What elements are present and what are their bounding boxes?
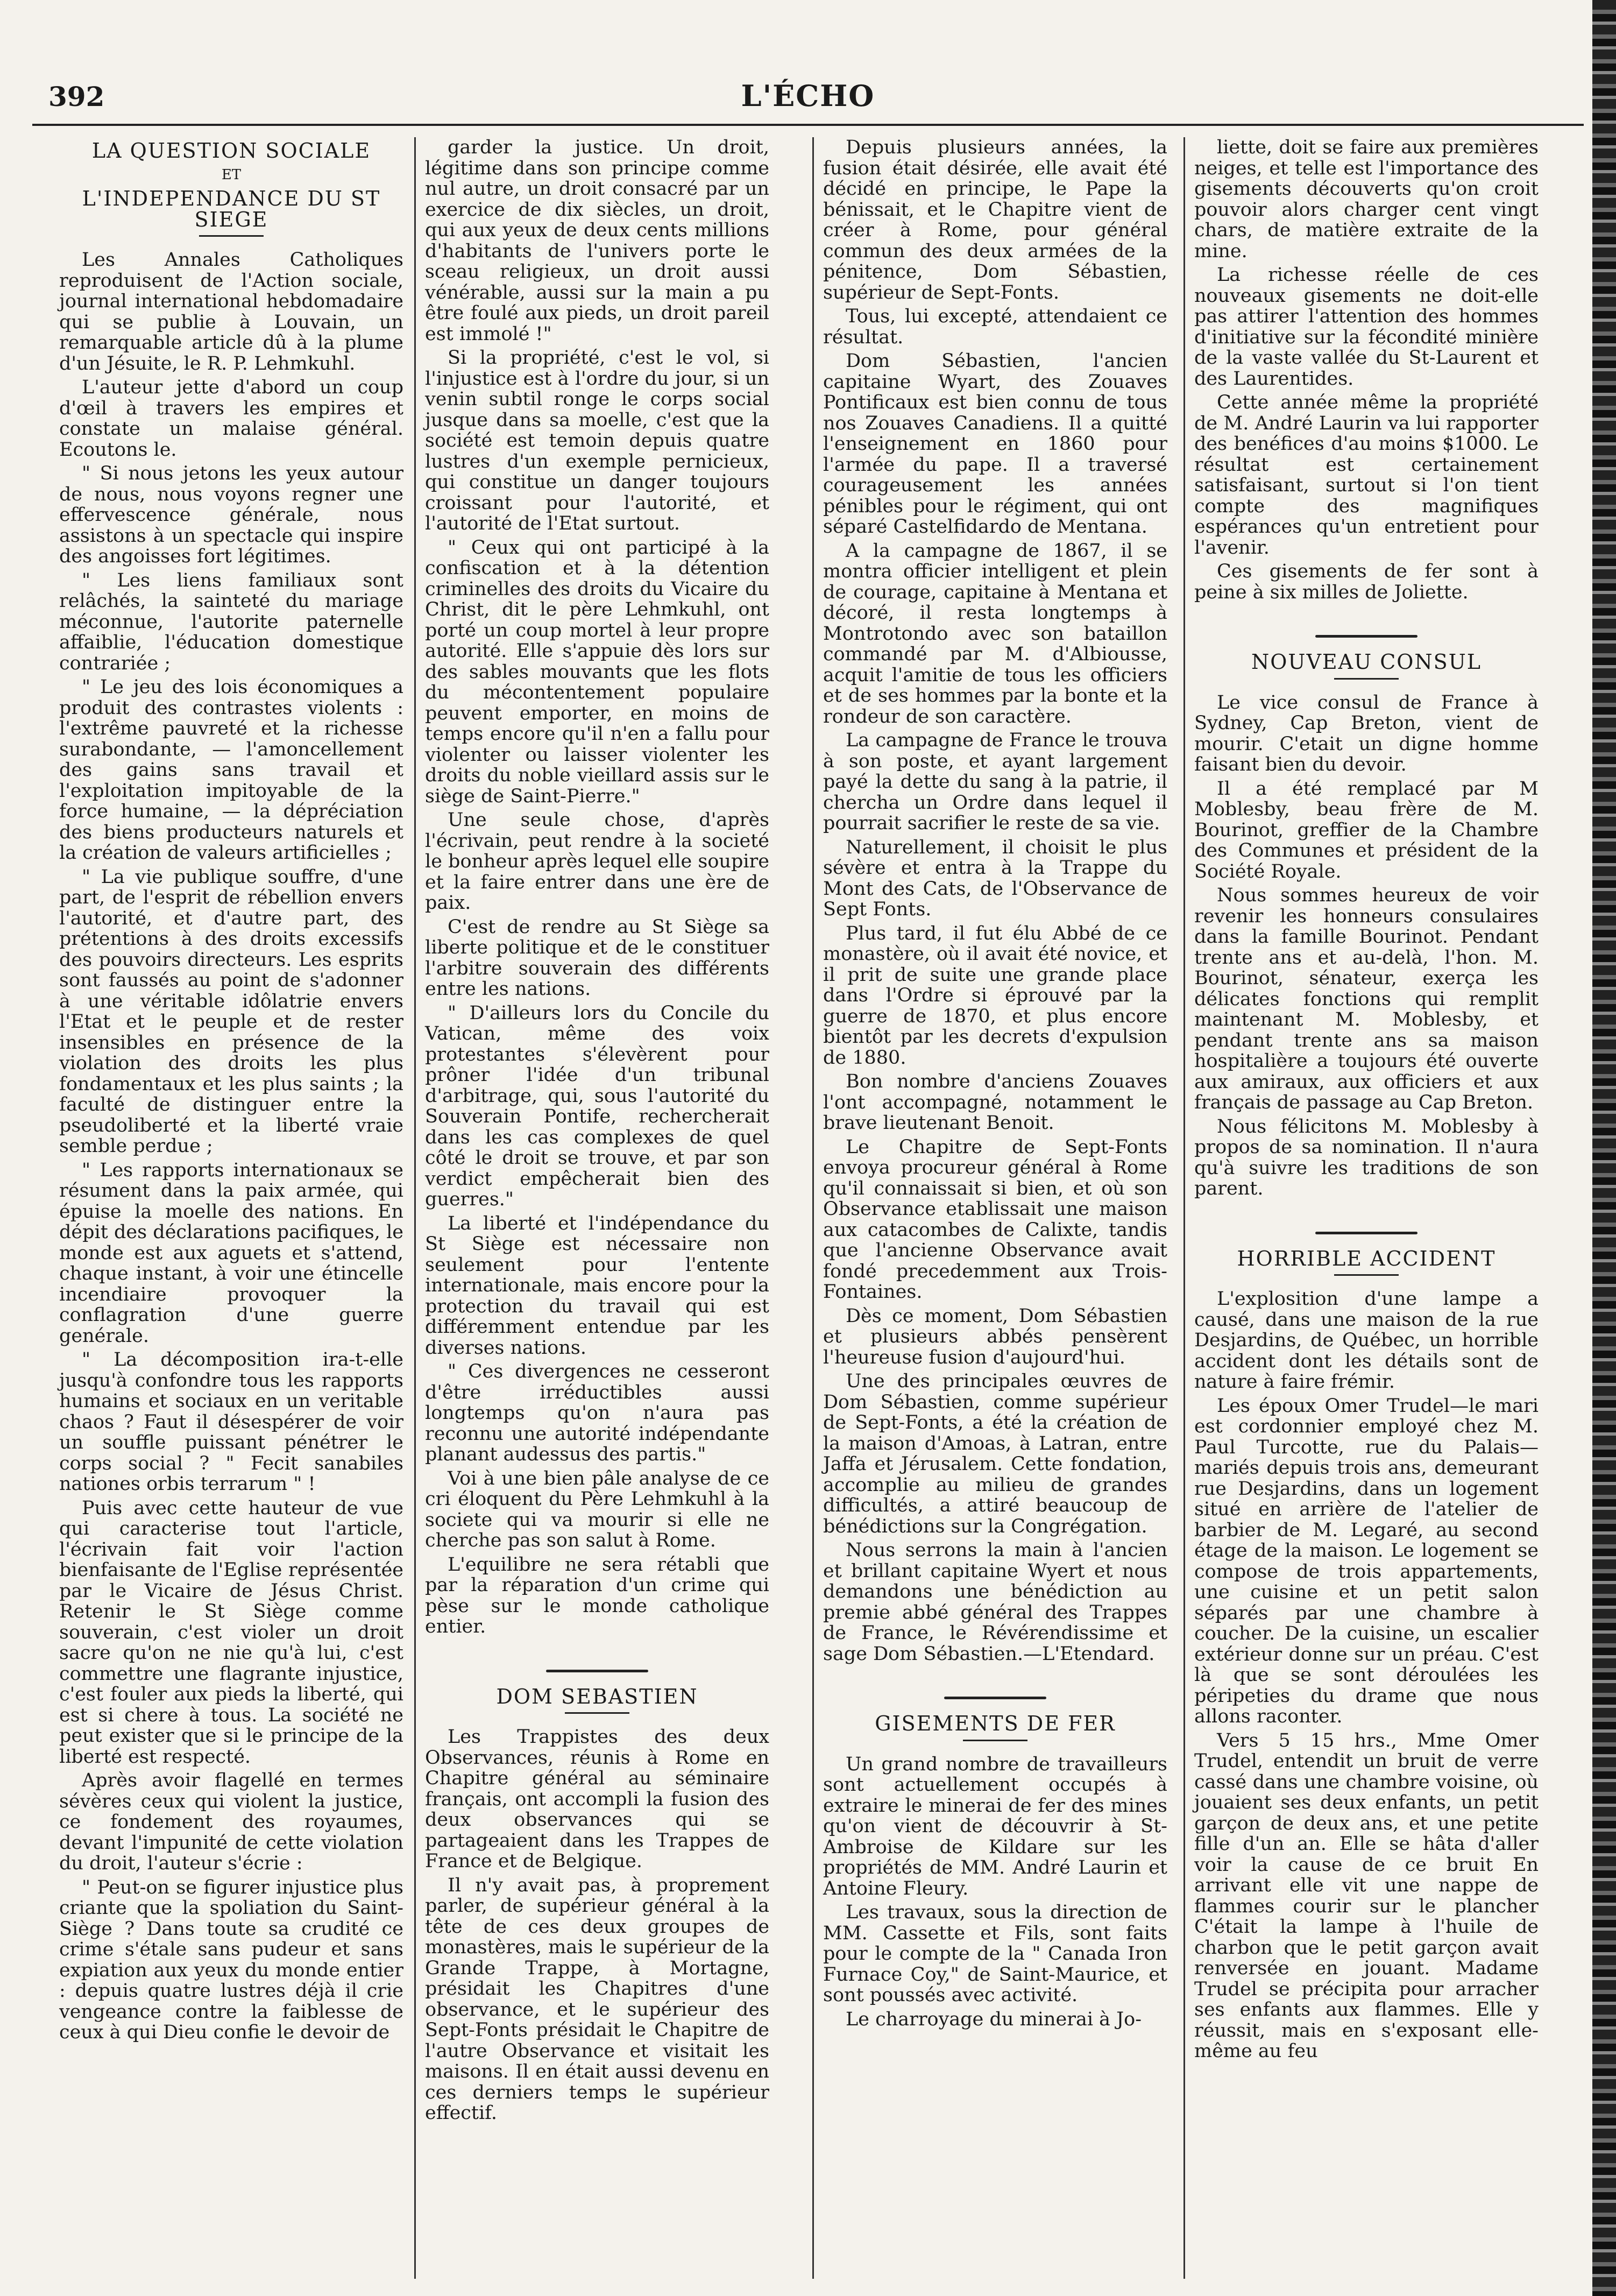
paragraph: Les Trappistes des deux Observances, réunis à Rome en Chapitre général au séminaire français, ont accompli la fusion des deux observances qui se partageaient dans les Trappes de France et de Belgique. <box>425 1726 769 1872</box>
paragraph: " Les rapports internationaux se résument dans la paix armée, qui épuise la moelle des nations. En dépit des déclarations pacifiques, le monde est aux aguets et s'attend, chaque instant, à voir une étincelle incendiaire provoquer la conflagration d'une guerre genérale. <box>59 1159 403 1347</box>
paragraph: L'explosition d'une lampe a causé, dans une maison de la rue Desjardins, de Québec, un horrible accident dont les détails sont de nature à faire frémir. <box>1194 1288 1539 1393</box>
paragraph: Après avoir flagellé en termes sévères ceux qui violent la justice, ce fondement des royaumes, devant l'impunité de cette violation du droit, l'auteur s'écrie : <box>59 1770 403 1874</box>
paragraph: Les Annales Catholiques reproduisent de l'Action sociale, journal international hebdomadaire qui se publie à Louvain, un remarquable article dû à la plume d'un Jésuite, le R. P. Lehmkuhl. <box>59 249 403 375</box>
title-rule <box>199 235 264 237</box>
column-2 <box>425 137 769 2127</box>
article-separator <box>546 1670 648 1672</box>
column-divider <box>812 137 814 2279</box>
paragraph: A la campagne de 1867, il se montra officier intelligent et plein de courage, capitaine à Mentana et décoré, il resta longtemps à Montrotondo avec son bataillon commandé par M. d'Albiousse, acquit l'amitie de tous les officiers et de ses hommes par la bonte et la rondeur de son caractère. <box>823 540 1167 727</box>
paragraph: " D'ailleurs lors du Concile du Vatican, même des voix protestantes s'élevèrent pour prôner l'idée d'un tribunal d'arbitrage, qui, sous l'autorité du Souverain Pontife, rechercherait dans les cas complexes de quel côté le droit se trouve, et par son verdict empêcherait bien des guerres." <box>425 1002 769 1210</box>
paragraph: Une des principales œuvres de Dom Sébastien, comme supérieur de Sept-Fonts, a été la création de la maison d'Amoas, à Latran, entre Jaffa et Jérusalem. Cette fondation, accomplie au milieu de grandes difficultés, a attiré beaucoup de bénédictions sur la Congrégation. <box>823 1370 1167 1537</box>
article-title: LA QUESTION SOCIALE <box>91 139 371 163</box>
paragraph: Nous félicitons M. Moblesby à propos de sa nomination. Il n'aura qu'à suivre les traditions de son parent. <box>1194 1115 1539 1199</box>
paragraph: Voi à une bien pâle analyse de ce cri éloquent du Père Lehmkuhl à la societe qui va mourir si elle ne cherche pas son salut à Rome. <box>425 1467 769 1551</box>
article-separator <box>944 1697 1046 1699</box>
article-body <box>1194 137 1539 603</box>
paragraph: Une seule chose, d'après l'écrivain, peut rendre à la societé le bonheur après lequel elle soupire et la faire entrer dans une ère de paix. <box>425 809 769 914</box>
paragraph: Vers 5 15 hrs., Mme Omer Trudel, entendit un bruit de verre cassé dans une chambre voisine, où jouaient ses deux enfants, un petit garçon de deux ans, et une petite fille d'un an. Elle se hâta d'aller voir la cause de ce bruit En arrivant elle vit une nappe de flammes courir sur le plancher C'était la lampe à l'huile de charbon que le petit garçon avait renversée en jouant. Madame Trudel se précipita pour arracher ses enfants aux flammes. Elle y réussit, mais en s'exposant elle-même au feu <box>1194 1729 1539 2062</box>
paragraph: L'equilibre ne sera rétabli que par la réparation d'un crime qui pèse sur le monde catholique entier. <box>425 1553 769 1637</box>
title-rule <box>963 1740 1027 1741</box>
paragraph: Plus tard, il fut élu Abbé de ce monastère, où il avait été novice, et il prit de suite une grande place dans l'Ordre si éprouvé par la guerre de 1870, et plus encore bientôt par les decrets d'expulsion de 1880. <box>823 922 1167 1069</box>
paragraph: Ces gisements de fer sont à peine à six milles de Joliette. <box>1194 561 1539 603</box>
column-3 <box>823 137 1167 2033</box>
title-rule <box>1334 678 1399 680</box>
header-rule <box>32 124 1584 126</box>
article-body <box>1194 1289 1539 2062</box>
column-1 <box>59 137 403 2046</box>
paragraph: Les époux Omer Trudel—le mari est cordonnier employé chez M. Paul Turcotte, rue du Palais—mariés depuis trois ans, demeurant rue Desjardins, dans un logement situé en arrière de l'atelier de barbier de M. Legaré, au second étage de la maison. Le logement se compose de trois appartements, une cuisine et un petit salon séparés par une chambre à coucher. De la cuisine, un escalier extérieur donne sur un préau. C'est là que se sont déroulées les péripeties du drame que nous allons raconter. <box>1194 1395 1539 1727</box>
article-body <box>823 1754 1167 2030</box>
article-title: GISEMENTS DE FER <box>875 1712 1116 1735</box>
paragraph: Cette année même la propriété de M. André Laurin va lui rapporter des benéfices d'au moins $1000. Le résultat est certainement satisfaisant, surtout si l'on tient compte des magnifiques espérances qu'un entretient pour l'avenir. <box>1194 392 1539 559</box>
paragraph: Nous serrons la main à l'ancien et brillant capitaine Wyert et nous demandons une bénédiction au premie abbé général des Trappes de France, le Révérendissime et sage Dom Sébastien.—L'Etendard. <box>823 1539 1167 1665</box>
paragraph: Les travaux, sous la direction de MM. Cassette et Fils, sont faits pour le compte de la " Canada Iron Furnace Coy," de Saint-Maurice, et sont poussés avec activité. <box>823 1902 1167 2006</box>
paragraph: Si la propriété, c'est le vol, si l'injustice est à l'ordre du jour, si un venin subtil ronge le corps social jusque dans sa moelle, c'est que la société est temoin depuis quatre lustres d'un exemple pernicieux, qui constitue un danger toujours croissant pour l'autorité, et l'autorité de l'Etat surtout. <box>425 347 769 534</box>
article-separator <box>1315 635 1417 638</box>
title-rule <box>565 1712 629 1714</box>
paragraph: Il n'y avait pas, à proprement parler, de supérieur général à la tête de ces deux groupes de monastères, mais le supérieur de la Grande Trappe, à Mortagne, présidait les Chapitres d'une observance, et le supérieur des Sept-Fonts présidait le Chapitre de l'autre Observance et visitait les maisons. Il en était aussi devenu en ces derniers temps le supérieur effectif. <box>425 1874 769 2124</box>
article-body <box>425 137 769 1637</box>
paragraph: " La décomposition ira-t-elle jusqu'à confondre tous les rapports humains et sociaux en un veritable chaos ? Faut il désespérer de voir un souffle puissant pénétrer le corps social ? " Fecit sanabiles nationes orbis terrarum " ! <box>59 1349 403 1495</box>
article-title: NOUVEAU CONSUL <box>1251 650 1482 674</box>
paragraph: liette, doit se faire aux premières neiges, et telle est l'importance des gisements découverts qu'on croit pouvoir alors charger cent vingt chars, de matière extraite de la mine. <box>1194 137 1539 262</box>
paragraph: L'auteur jette d'abord un coup d'œil à travers les empires et constate un malaise général. Ecoutons le. <box>59 377 403 461</box>
article-title: DOM SEBASTIEN <box>496 1684 698 1708</box>
paragraph: La richesse réelle de ces nouveaux gisements ne doit-elle pas attirer l'attention des hommes d'initiative sur la fécondité minière de la vaste vallée du St-Laurent et des Laurentides. <box>1194 264 1539 390</box>
paragraph: Il a été remplacé par M Moblesby, beau frère de M. Bourinot, greffier de la Chambre des Communes et président de la Société Royale. <box>1194 778 1539 882</box>
paragraph: " Si nous jetons les yeux autour de nous, nous voyons regner une effervescence générale, nous assistons à un spectacle qui inspire des angoisses fort légitimes. <box>59 463 403 567</box>
paragraph: Tous, lui excepté, attendaient ce résultat. <box>823 306 1167 348</box>
paragraph: C'est de rendre au St Siège sa liberte politique et de le constituer l'arbitre souverain des différents entre les nations. <box>425 916 769 1000</box>
paragraph: Puis avec cette hauteur de vue qui caracterise tout l'article, l'écrivain fait voir l'action bienfaisante de l'Eglise représentée par le Vicaire de Jésus Christ. Retenir le St Siège comme souverain, c'est violer un droit sacre qu'on ne nie qu'à lui, c'est commettre une flagrante injustice, c'est fouler aux pieds la liberté, qui est si chere à tous. La société ne peut exister que si le principe de la liberté est respecté. <box>59 1497 403 1768</box>
paragraph: " Les liens familiaux sont relâchés, la sainteté du mariage méconnue, l'autorite paternelle affaiblie, l'éducation domestique contrariée ; <box>59 569 403 674</box>
paragraph: Le charroyage du minerai à Jo- <box>846 2008 1142 2030</box>
title-rule <box>1334 1274 1399 1276</box>
page-number: 392 <box>48 81 105 112</box>
paragraph: Naturellement, il choisit le plus sévère et entra à la Trappe du Mont des Cats, de l'Observance de Sept Fonts. <box>823 836 1167 920</box>
article-separator <box>1315 1232 1417 1234</box>
paragraph: La campagne de France le trouva à son poste, et ayant largement payé la dette du sang à la patrie, il chercha un Ordre dans lequel il pourrait sacrifier le reste de sa vie. <box>823 730 1167 834</box>
paragraph: " Ceux qui ont participé à la confiscation et à la détention criminelles des droits du Vicaire du Christ, dit le père Lehmkuhl, ont porté un coup mortel à leur propre autorité. Elle s'appuie dès lors sur des sables mouvants que les flots du mécontentement populaire peuvent emporter, en moins de temps encore qu'il n'en a fallu pour violenter ou laisser violenter les droits du noble vieillard assis sur le siège de Saint-Pierre." <box>425 536 769 807</box>
article-body <box>823 137 1167 1664</box>
paragraph: " La vie publique souffre, d'une part, de l'esprit de rébellion envers l'autorité, et d'autre part, des prétentions à des droits excessifs des pouvoirs directeurs. Les esprits sont faussés au point de s'adonner à une véritable idôlatrie envers l'Etat et le peuple et de rester insensibles en présence de la violation des droits les plus fondamentaux et les plus saints ; la faculté de distinguer entre la pseudoliberté et la liberté vraie semble perdue ; <box>59 866 403 1157</box>
article-subtitle: L'INDEPENDANCE DU ST SIEGE <box>82 187 381 231</box>
paragraph: Un grand nombre de travailleurs sont actuellement occupés à extraire le minerai de fer des mines qu'on vient de découvrir à St-Ambroise de Kildare sur les propriétés de MM. André Laurin et Antoine Fleury. <box>823 1753 1167 1899</box>
scanned-page-edge <box>1592 0 1616 2296</box>
column-4 <box>1194 137 1539 2065</box>
paragraph: " Le jeu des lois économiques a produit des contrastes violents : l'extrême pauvreté et la richesse surabondante, — l'amoncellement des gains sans travail et l'exploitation impitoyable de la force humaine, — la dépréciation des biens producteurs naturels et la création de valeurs artificielles ; <box>59 676 403 864</box>
paragraph: Nous sommes heureux de voir revenir les honneurs consulaires dans la famille Bourinot. Pendant trente ans et au-delà, l'hon. M. Bourinot, sénateur, exerça les délicates fonctions qui remplit maintenant M. Moblesby, et pendant trente ans sa maison hospitalière a toujours été ouverte aux amiraux, aux officiers et aux français de passage au Cap Breton. <box>1194 885 1539 1113</box>
paragraph: Bon nombre d'anciens Zouaves l'ont accompagné, notamment le brave lieutenant Benoit. <box>823 1071 1167 1134</box>
article-title-conjunction: ET <box>221 166 242 183</box>
paragraph: " Ces divergences ne cesseront d'être irréductibles aussi longtemps qu'on n'aura pas reconnu une autorité indépendante planant audessus des partis." <box>425 1361 769 1465</box>
article-body <box>59 250 403 2043</box>
paragraph: Depuis plusieurs années, la fusion était désirée, elle avait été décidé en principe, le Pape la bénissait, et le Chapitre vient de créer à Rome, pour général commun des deux armées de la pénitence, Dom Sébastien, supérieur de Sept-Fonts. <box>823 137 1167 303</box>
page-header <box>32 75 1584 118</box>
paragraph: garder la justice. Un droit, légitime dans son principe comme nul autre, un droit consacré par un exercice de dix siècles, un droit, qui aux yeux de deux cents millions d'habitants de l'univers porte le sceau religieux, un droit aussi vénérable, aussi sur la main a pu être foulé aux pieds, un droit pareil est immolé !" <box>425 137 769 345</box>
article-title: HORRIBLE ACCIDENT <box>1237 1246 1496 1270</box>
column-divider <box>1183 137 1185 2279</box>
paragraph: Le vice consul de France à Sydney, Cap Breton, vient de mourir. C'etait un digne homme faisant bien du devoir. <box>1194 691 1539 775</box>
paragraph: Le Chapitre de Sept-Fonts envoya procureur général à Rome qu'il connaissait si bien, et où son Observance etablissait une maison aux catacombes de Calixte, tandis que l'ancienne Observance avait fondé precedemment aux Trois-Fontaines. <box>823 1136 1167 1303</box>
article-body <box>425 1727 769 2124</box>
column-divider <box>414 137 416 2279</box>
newspaper-title: L'ÉCHO <box>741 79 875 113</box>
paragraph: La liberté et l'indépendance du St Siège est nécessaire non seulement pour l'entente internationale, mais encore pour la protection du travail qui est différemment entendue par les diverses nations. <box>425 1212 769 1359</box>
paragraph: Dom Sébastien, l'ancien capitaine Wyart, des Zouaves Pontificaux est bien connu de tous nos Zouaves Canadiens. Il a quitté l'enseignement en 1860 pour l'armée du pape. Il a traversé courageusement les années pénibles pour le régiment, qui ont séparé Castelfidardo de Mentana. <box>823 350 1167 538</box>
article-body <box>1194 693 1539 1199</box>
paragraph: Dès ce moment, Dom Sébastien et plusieurs abbés pensèrent l'heureuse fusion d'aujourd'hui. <box>823 1305 1167 1368</box>
paragraph: " Peut-on se figurer injustice plus criante que la spoliation du Saint-Siège ? Dans toute sa crudité ce crime s'étale sans pudeur et sans expiation aux yeux du monde entier : depuis quatre lustres déjà il crie vengeance contre la faiblesse de ceux à qui Dieu confie le devoir de <box>59 1876 403 2043</box>
